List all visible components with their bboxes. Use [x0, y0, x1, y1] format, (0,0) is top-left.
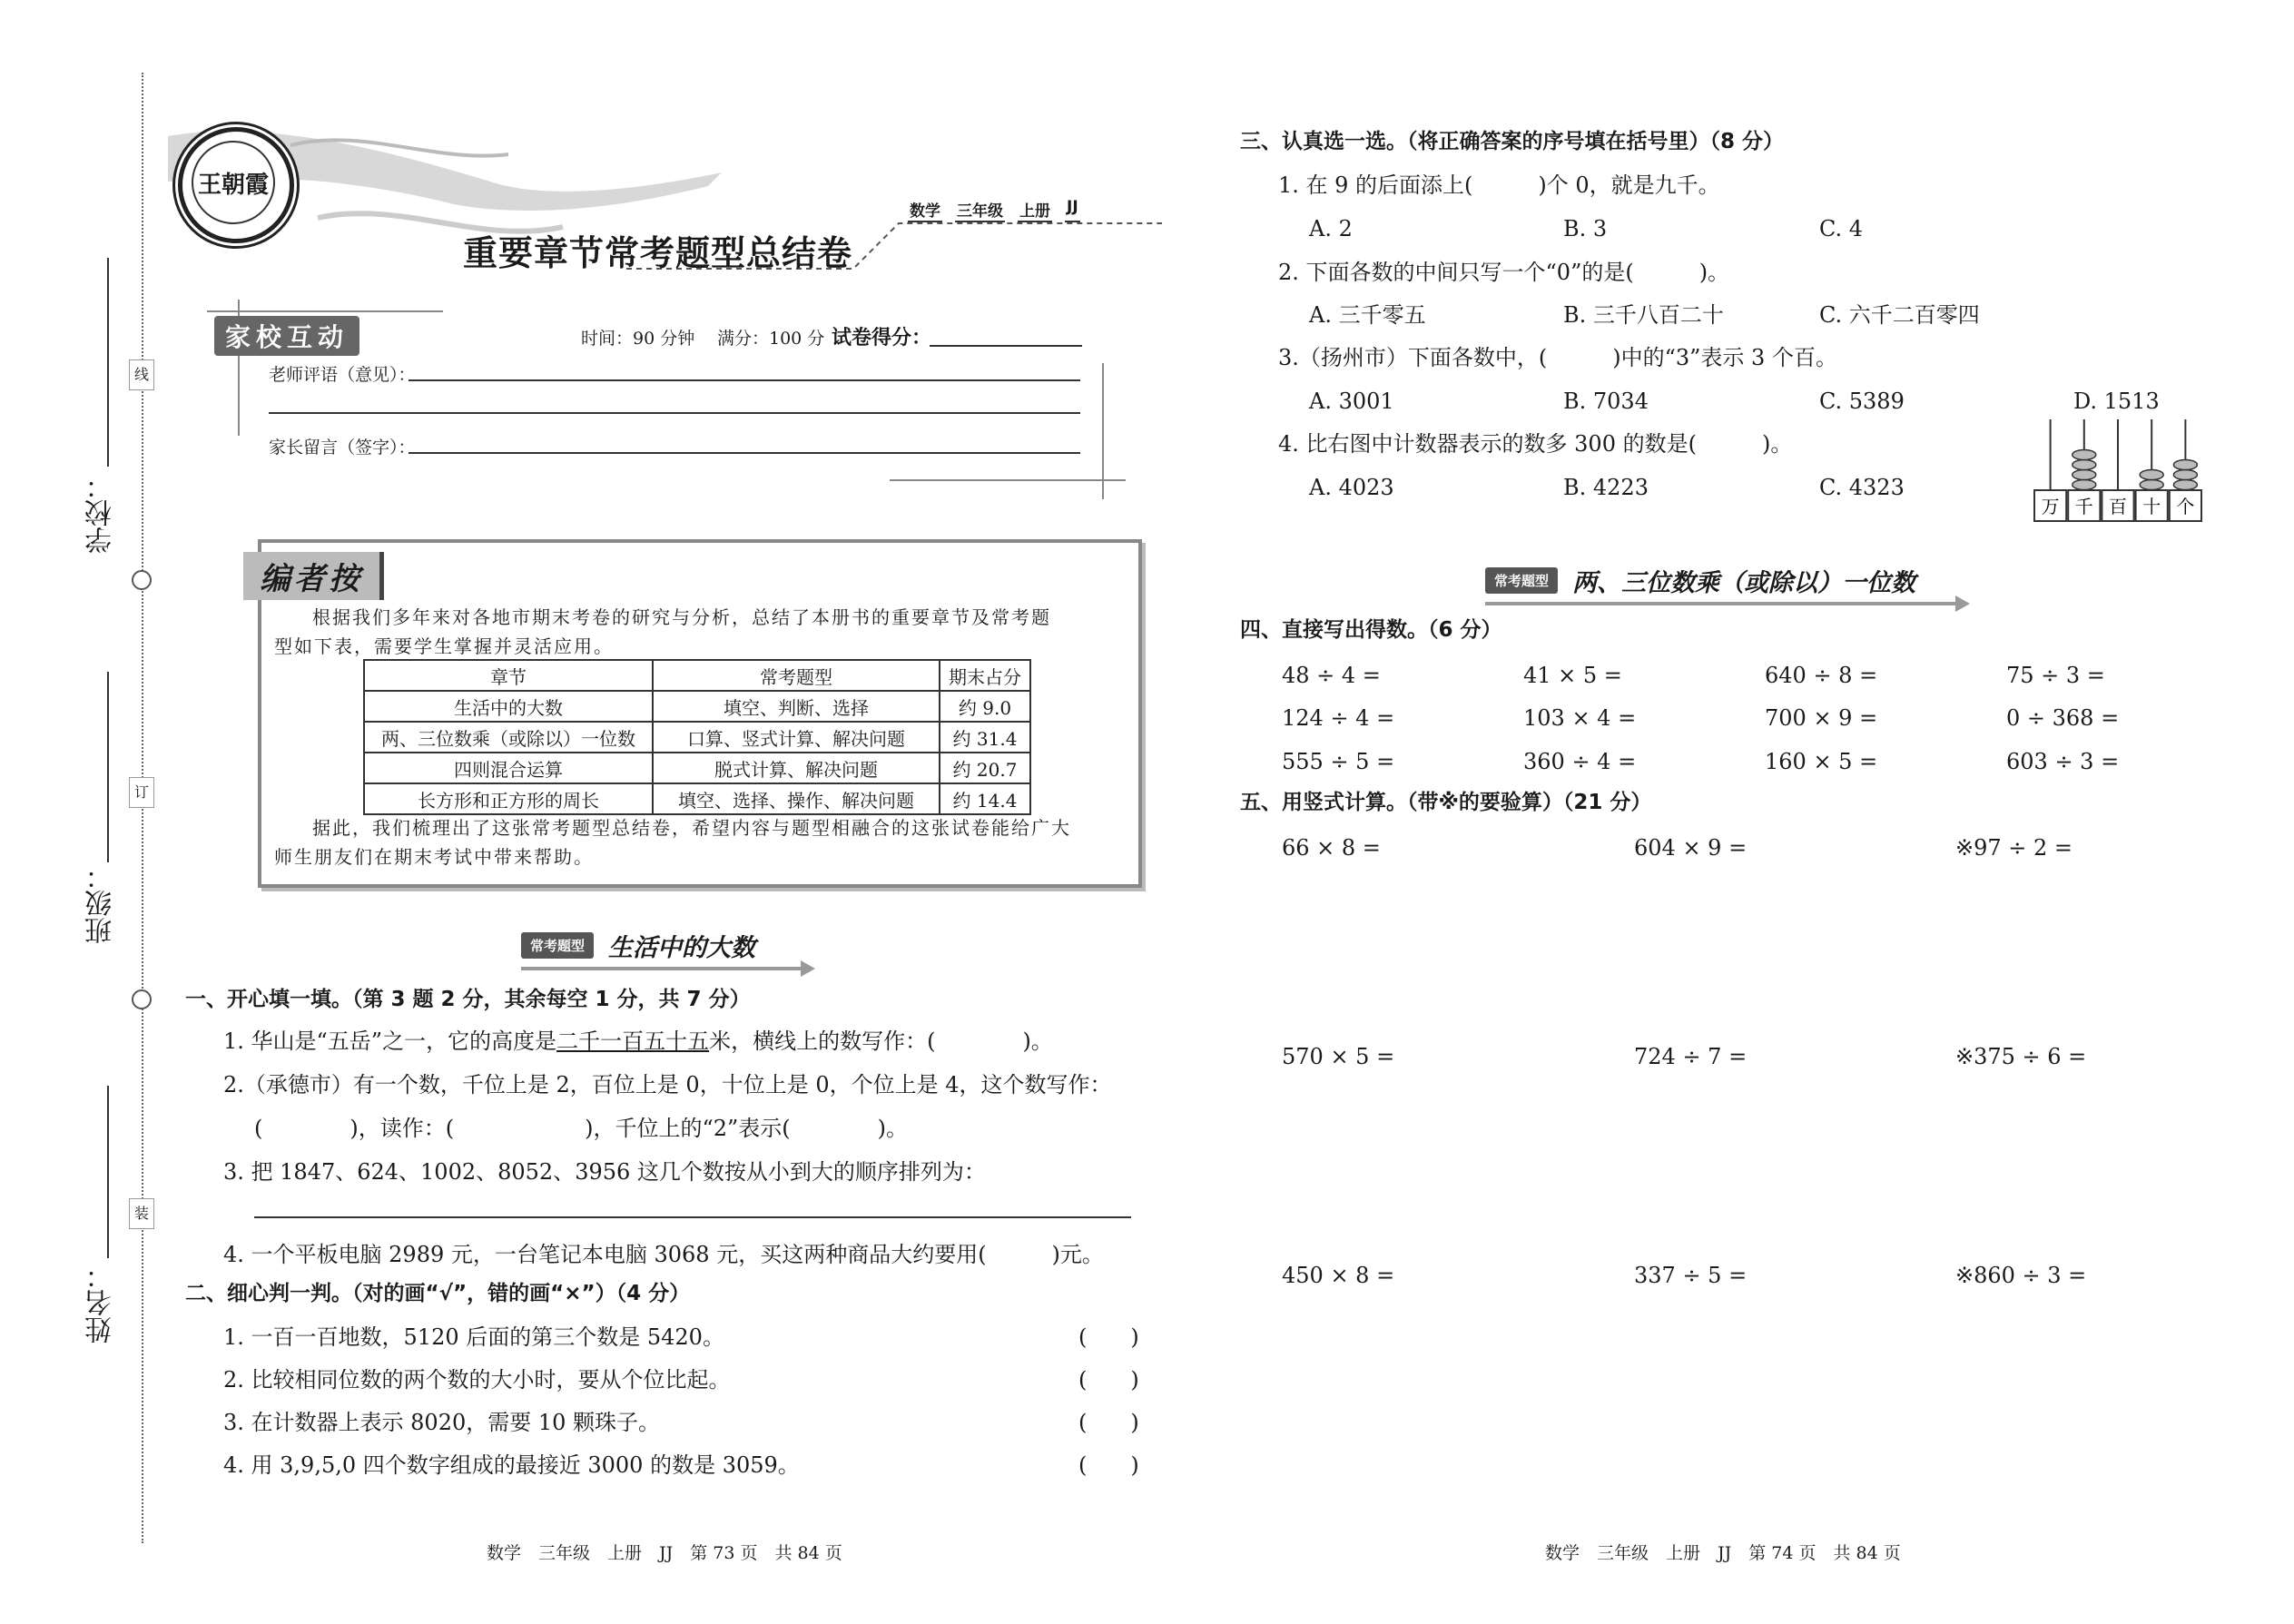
score-label: 试卷得分： [832, 327, 932, 349]
s3-q3-opt-d: D. 1513 [2073, 389, 2160, 414]
vertical-calc: ※860 ÷ 3 = [1955, 1263, 2087, 1288]
oral-calc: 700 × 9 = [1765, 705, 1878, 731]
s3-q3-opt-a: A. 3001 [1309, 389, 1394, 414]
oral-calc: 0 ÷ 368 = [2006, 705, 2120, 731]
home-school-badge: 家校互动 [214, 316, 359, 356]
table-cell: 约 9.0 [940, 691, 1030, 722]
editor-para2-line2: 师生朋友们在期末考试中带来帮助。 [274, 846, 594, 868]
s3-q3-opt-c: C. 5389 [1819, 389, 1905, 414]
table-cell: 填空、选择、操作、解决问题 [653, 783, 940, 814]
oral-calc: 160 × 5 = [1765, 749, 1878, 774]
abacus-bead [2173, 470, 2197, 480]
editor-para1-line1: 根据我们多年来对各地市期末考卷的研究与分析，总结了本册书的重要章节及常考题 [312, 606, 1051, 628]
s3-q2: 2. 下面各数的中间只写一个“0”的是( )。 [1278, 260, 1730, 285]
abacus-bead [2140, 480, 2163, 490]
banner-title: 生活中的大数 [608, 934, 756, 962]
s3-q4-opt-c: C. 4323 [1819, 475, 1905, 500]
abacus-bead [2072, 470, 2096, 480]
s2-item3: 3. 在计数器上表示 8020，需要 10 颗珠子。 [223, 1410, 661, 1435]
vertical-calc: 450 × 8 = [1282, 1263, 1395, 1288]
banner-title: 两、三位数乘（或除以）一位数 [1572, 569, 1916, 597]
abacus-bead [2173, 480, 2197, 490]
banner-label: 常考题型 [1485, 567, 1558, 594]
parent-note-label: 家长留言（签字）： [269, 438, 416, 458]
s2-answer-paren[interactable]: ( ) [1078, 1367, 1139, 1393]
s1-q3-answer-line[interactable] [254, 1216, 1131, 1218]
table-row [364, 691, 1030, 722]
oral-calc: 75 ÷ 3 = [2006, 663, 2105, 688]
table-header: 常考题型 [653, 660, 940, 691]
name-field[interactable] [107, 1086, 109, 1258]
abacus-place-label: 万 [2041, 496, 2060, 517]
s3-q2-opt-c: C. 六千二百零四 [1819, 302, 1980, 328]
s2-item4: 4. 用 3,9,5,0 四个数字组成的最接近 3000 的数是 3059。 [223, 1452, 800, 1478]
section5-title: 五、用竖式计算。（带※的要验算）（21 分） [1240, 791, 1652, 814]
s1-q1-text-b: 米，横线上的数写作：( )。 [709, 1029, 1053, 1054]
cut-mark-bind: 装 [129, 1198, 154, 1229]
section1-title: 一、开心填一填。（第 3 题 2 分，其余每空 1 分，共 7 分） [185, 988, 751, 1011]
s2-answer-paren[interactable]: ( ) [1078, 1452, 1139, 1478]
teacher-comment-field[interactable] [409, 379, 1080, 381]
s2-item1: 1. 一百一百地数，5120 后面的第三个数是 5420。 [223, 1324, 724, 1350]
s3-q3-opt-b: B. 7034 [1563, 389, 1649, 414]
class-field[interactable] [107, 672, 109, 862]
abacus-bead [2072, 450, 2096, 460]
table-row [364, 753, 1030, 783]
vertical-calc: ※375 ÷ 6 = [1955, 1044, 2087, 1069]
banner-label: 常考题型 [521, 932, 594, 959]
oral-calc: 124 ÷ 4 = [1282, 705, 1395, 731]
abacus-place-label: 千 [2074, 496, 2093, 517]
vertical-calc: 570 × 5 = [1282, 1044, 1395, 1069]
cut-mark-order: 订 [129, 777, 154, 808]
editor-para2-line1: 据此，我们梳理出了这张常考题型总结卷，希望内容与题型相融合的这张试卷能给广大 [312, 817, 1071, 839]
table-cell: 长方形和正方形的周长 [364, 783, 653, 814]
abacus-bead [2140, 470, 2163, 480]
footer-right: 数学 三年级 上册 JJ 第 74 页 共 84 页 [1545, 1543, 1901, 1563]
banner-arrow [521, 967, 802, 970]
frame-line [1102, 363, 1104, 499]
table-header: 章节 [364, 660, 653, 691]
table-row [364, 722, 1030, 753]
publisher-logo [178, 127, 294, 243]
s1-q1-text-a: 1. 华山是“五岳”之一，它的高度是 [223, 1029, 557, 1054]
abacus-bead [2072, 460, 2096, 470]
s3-q1-opt-a: A. 2 [1309, 216, 1353, 241]
abacus-bead [2072, 480, 2096, 490]
binding-hole [132, 570, 152, 590]
oral-calc: 640 ÷ 8 = [1765, 663, 1878, 688]
abacus-base [2034, 490, 2201, 521]
vertical-calc: 337 ÷ 5 = [1634, 1263, 1748, 1288]
abacus-beads [2072, 450, 2198, 490]
s3-q3: 3.（扬州市）下面各数中，( )中的“3”表示 3 个百。 [1278, 345, 1837, 370]
editor-note-tag: 编者按 [243, 552, 384, 600]
table-cell: 约 14.4 [940, 783, 1030, 814]
footer-left: 数学 三年级 上册 JJ 第 73 页 共 84 页 [487, 1543, 842, 1563]
frame-line [207, 310, 443, 312]
table-cell: 两、三位数乘（或除以）一位数 [364, 722, 653, 753]
school-field[interactable] [107, 258, 109, 467]
vertical-calc: 724 ÷ 7 = [1634, 1044, 1748, 1069]
section4-title: 四、直接写出得数。（6 分） [1240, 618, 1502, 642]
s2-answer-paren[interactable]: ( ) [1078, 1324, 1139, 1350]
abacus-bead [2173, 460, 2197, 470]
s3-q2-opt-b: B. 三千八百二十 [1563, 302, 1724, 328]
tag-grade: 三年级 [955, 198, 1005, 222]
s1-q2-line1: 2.（承德市）有一个数，千位上是 2，百位上是 0，十位上是 0，个位上是 4，这个数写作： [223, 1072, 1112, 1097]
exam-full-score: 满分：100 分 [717, 329, 825, 349]
editor-note-box [258, 539, 1142, 888]
summary-table [363, 659, 1031, 815]
oral-calc: 41 × 5 = [1523, 663, 1622, 688]
s3-q2-opt-a: A. 三千零五 [1309, 302, 1426, 328]
cut-mark-line: 线 [129, 359, 154, 390]
section-banner-multiply-divide [1485, 563, 1915, 598]
table-cell: 口算、竖式计算、解决问题 [653, 722, 940, 753]
table-cell: 约 31.4 [940, 722, 1030, 753]
tag-volume: 上册 [1018, 198, 1052, 222]
score-field[interactable] [930, 345, 1082, 347]
name-label: 姓名： [85, 1262, 117, 1343]
s3-q4: 4. 比右图中计数器表示的数多 300 的数是( )。 [1278, 431, 1793, 457]
teacher-comment-field-line2[interactable] [269, 412, 1080, 414]
s1-q3: 3. 把 1847、624、1002、8052、3956 这几个数按从小到大的顺序排列为： [223, 1159, 986, 1185]
s3-q1-opt-b: B. 3 [1563, 216, 1608, 241]
section2-title: 二、细心判一判。（对的画“√”，错的画“×”）（4 分） [185, 1282, 691, 1305]
abacus-place-label: 个 [2176, 496, 2195, 517]
vertical-calc: 604 × 9 = [1634, 835, 1748, 861]
frame-line [890, 479, 1126, 481]
exam-time: 时间：90 分钟 [581, 329, 695, 349]
s3-q1: 1. 在 9 的后面添上( )个 0，就是九千。 [1278, 172, 1720, 198]
section-banner-big-numbers [521, 928, 755, 963]
abacus-rods [2051, 419, 2186, 490]
s1-q2-line2: ( )，读作：( )，千位上的“2”表示( )。 [254, 1116, 908, 1141]
parent-note-field[interactable] [409, 452, 1080, 454]
oral-calc: 103 × 4 = [1523, 705, 1637, 731]
banner-arrow [1485, 602, 1957, 605]
table-cell: 约 20.7 [940, 753, 1030, 783]
table-header-row [364, 660, 1030, 691]
binding-dotted-line [142, 73, 143, 1543]
table-cell: 生活中的大数 [364, 691, 653, 722]
editor-para1-line2: 型如下表，需要学生掌握并灵活应用。 [274, 635, 614, 657]
vertical-calc: 66 × 8 = [1282, 835, 1381, 861]
s2-item2: 2. 比较相同位数的两个数的大小时，要从个位比起。 [223, 1367, 731, 1393]
tag-subject: 数学 [908, 198, 942, 222]
vertical-calc: ※97 ÷ 2 = [1955, 835, 2073, 861]
abacus-place-label: 百 [2109, 496, 2127, 517]
s3-q4-opt-a: A. 4023 [1309, 475, 1394, 500]
s1-q4: 4. 一个平板电脑 2989 元，一台笔记本电脑 3068 元，买这两种商品大约要用( )元。 [223, 1242, 1104, 1267]
teacher-comment-label: 老师评语（意见）： [269, 365, 416, 385]
table-cell: 四则混合运算 [364, 753, 653, 783]
section3-title: 三、认真选一选。（将正确答案的序号填在括号里）（8 分） [1240, 130, 1785, 153]
table-cell: 脱式计算、解决问题 [653, 753, 940, 783]
oral-calc: 360 ÷ 4 = [1523, 749, 1637, 774]
s3-q4-opt-b: B. 4223 [1563, 475, 1649, 500]
s3-q1-opt-c: C. 4 [1819, 216, 1864, 241]
table-row [364, 783, 1030, 814]
table-cell: 填空、判断、选择 [653, 691, 940, 722]
oral-calc: 603 ÷ 3 = [2006, 749, 2120, 774]
logo-text: 王朝霞 [192, 141, 275, 224]
binding-hole [132, 989, 152, 1009]
class-label: 班级： [85, 862, 117, 944]
oral-calc: 48 ÷ 4 = [1282, 663, 1381, 688]
abacus-figure [2033, 418, 2202, 523]
tag-edition: JJ [1065, 198, 1080, 222]
oral-calc: 555 ÷ 5 = [1282, 749, 1395, 774]
table-header: 期末占分 [940, 660, 1030, 691]
s2-answer-paren[interactable]: ( ) [1078, 1410, 1139, 1435]
page-title: 重要章节常考题型总结卷 [463, 232, 853, 273]
abacus-place-label: 十 [2142, 496, 2161, 517]
s1-q1-underlined: 二千一百五十五 [556, 1029, 710, 1054]
s1-q1 [223, 1029, 1053, 1054]
school-label: 学校： [85, 472, 117, 554]
